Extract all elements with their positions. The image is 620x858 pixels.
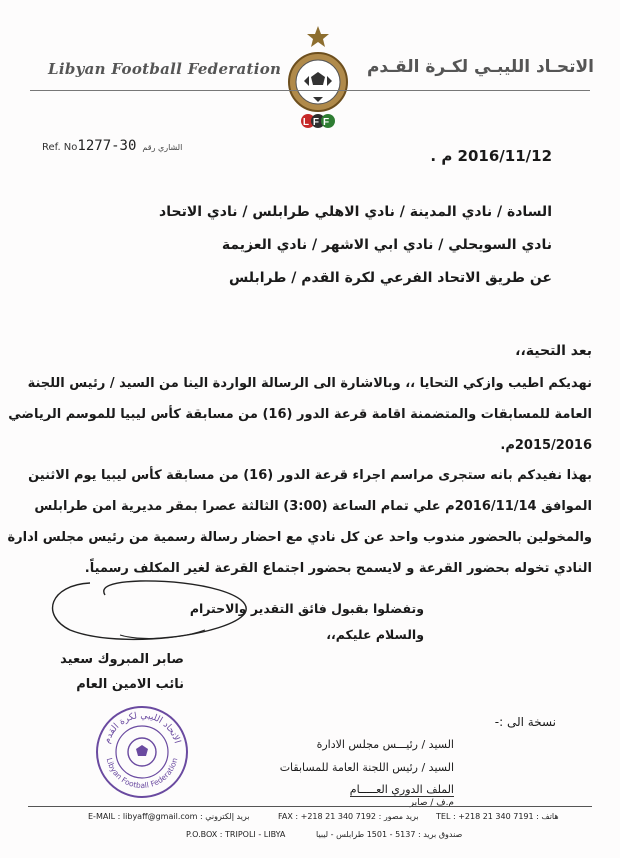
copy-recipient: الملف الدوري العـــــام: [349, 783, 454, 796]
reference-value: 1277-30: [77, 138, 137, 154]
footer-po-box-ar: صندوق بريد : 5137 - 1501 طرابلس - ليبيا: [316, 830, 463, 839]
reference-label: Ref. No: [42, 142, 78, 153]
logo-text: LFF: [302, 117, 334, 128]
copies-note: م.ف / صابر: [409, 798, 454, 808]
stamp-text-en: Libyan Football Federation: [104, 756, 180, 791]
reference-number: [42, 138, 182, 154]
footer-fax-value: +218 21 340 7192: [300, 812, 377, 821]
paragraph-2-line: والمخولين بالحضور مندوب واحد عن كل نادي مع احضار رسالة رسمية من رئيس مجلس ادارة: [7, 530, 592, 545]
svg-text:Libyan Football Federation: [105, 757, 180, 790]
footer-email-label: E-MAIL :: [88, 812, 121, 821]
handwritten-signature: [30, 575, 260, 655]
letterhead-name-ar: الاتحـاد الليبـي لكـرة القـدم: [366, 57, 594, 77]
letterhead-name-en: Libyan Football Federation: [48, 60, 282, 78]
stamp-text-ar: الاتحاد الليبي لكرة القدم: [102, 710, 182, 745]
footer-po-box: P.O.BOX : TRIPOLI - LIBYA: [186, 830, 286, 839]
recipient-line-2: نادي السويحلي / نادي ابي الاشهر / نادي العزيمة: [221, 237, 552, 253]
header-divider: [30, 90, 590, 91]
paragraph-2-line: بهذا نفيدكم بانه ستجرى مراسم اجراء قرعة الدور (16) من مسابقة كأس ليبيا يوم الاثنين: [28, 468, 592, 483]
footer-fax-label-ar: : بريد مصور: [378, 812, 419, 821]
reference-label-ar: الشاري رقم: [142, 143, 183, 152]
footer-tel-value: +218 21 340 7191: [458, 812, 534, 821]
copies-heading: نسخة الى :-: [494, 715, 556, 729]
closing-regards: وتفضلوا بقبول فائق التقدير والاحترام: [189, 601, 424, 616]
copy-recipient: السيد / رئيس اللجنة العامة للمسابقات: [279, 761, 454, 774]
paragraph-1-line: نهديكم اطيب وازكي التحايا ،، وبالاشارة الى الرسالة الواردة الينا من السيد / رئيس اللجنة: [27, 376, 592, 391]
footer-email-label-ar: : بريد إلكتروني: [200, 812, 250, 821]
paragraph-2-line: الموافق 2016/11/14م علي تمام الساعة (3:00) الثالثة عصرا بمقر مديرية امن طرابلس: [34, 499, 592, 514]
paragraph-2-line: النادي تخوله بحضور القرعة و لايسمح بحضور اجتماع القرعة لغير المكلف رسمياً.: [84, 561, 592, 576]
footer-fax-label: FAX :: [278, 812, 299, 821]
letter-date: 2016/11/12 م .: [430, 147, 552, 165]
closing-salutation: والسلام عليكم،،: [326, 627, 424, 642]
copy-recipient: السيد / رئيـــس مجلس الادارة: [316, 738, 454, 751]
recipient-line-1: السادة / نادي المدينة / نادي الاهلي طرابلس / نادي الاتحاد: [159, 204, 552, 220]
federation-logo: [282, 24, 354, 136]
signatory-title: نائب الامين العام: [76, 677, 184, 692]
paragraph-1-line: 2015/2016م.: [500, 438, 592, 453]
footer-tel-label-ar: : هاتف: [536, 812, 559, 821]
footer-email-value[interactable]: libyaff@gmail.com: [122, 812, 198, 821]
paragraph-2: [0, 462, 620, 582]
footer-email: [88, 812, 250, 821]
footer-tel-label: TEL :: [436, 812, 456, 821]
footer-divider: [28, 806, 592, 807]
paragraph-1-line: العامة للمسابقات والمتضمنة اقامة قرعة الدور (16) من مسابقة كأس ليبيا للموسم الرياضي: [8, 407, 592, 422]
official-stamp: [94, 704, 190, 800]
greeting: بعد التحية،،: [515, 343, 592, 359]
footer-tel: [436, 812, 559, 821]
signatory-name: صابر المبروك سعيد: [60, 652, 184, 667]
recipient-line-3: عن طريق الاتحاد الفرعي لكرة القدم / طرابلس: [228, 270, 552, 286]
footer-fax: [278, 812, 419, 821]
logo-star: [307, 26, 329, 47]
paragraph-1: [0, 370, 620, 460]
